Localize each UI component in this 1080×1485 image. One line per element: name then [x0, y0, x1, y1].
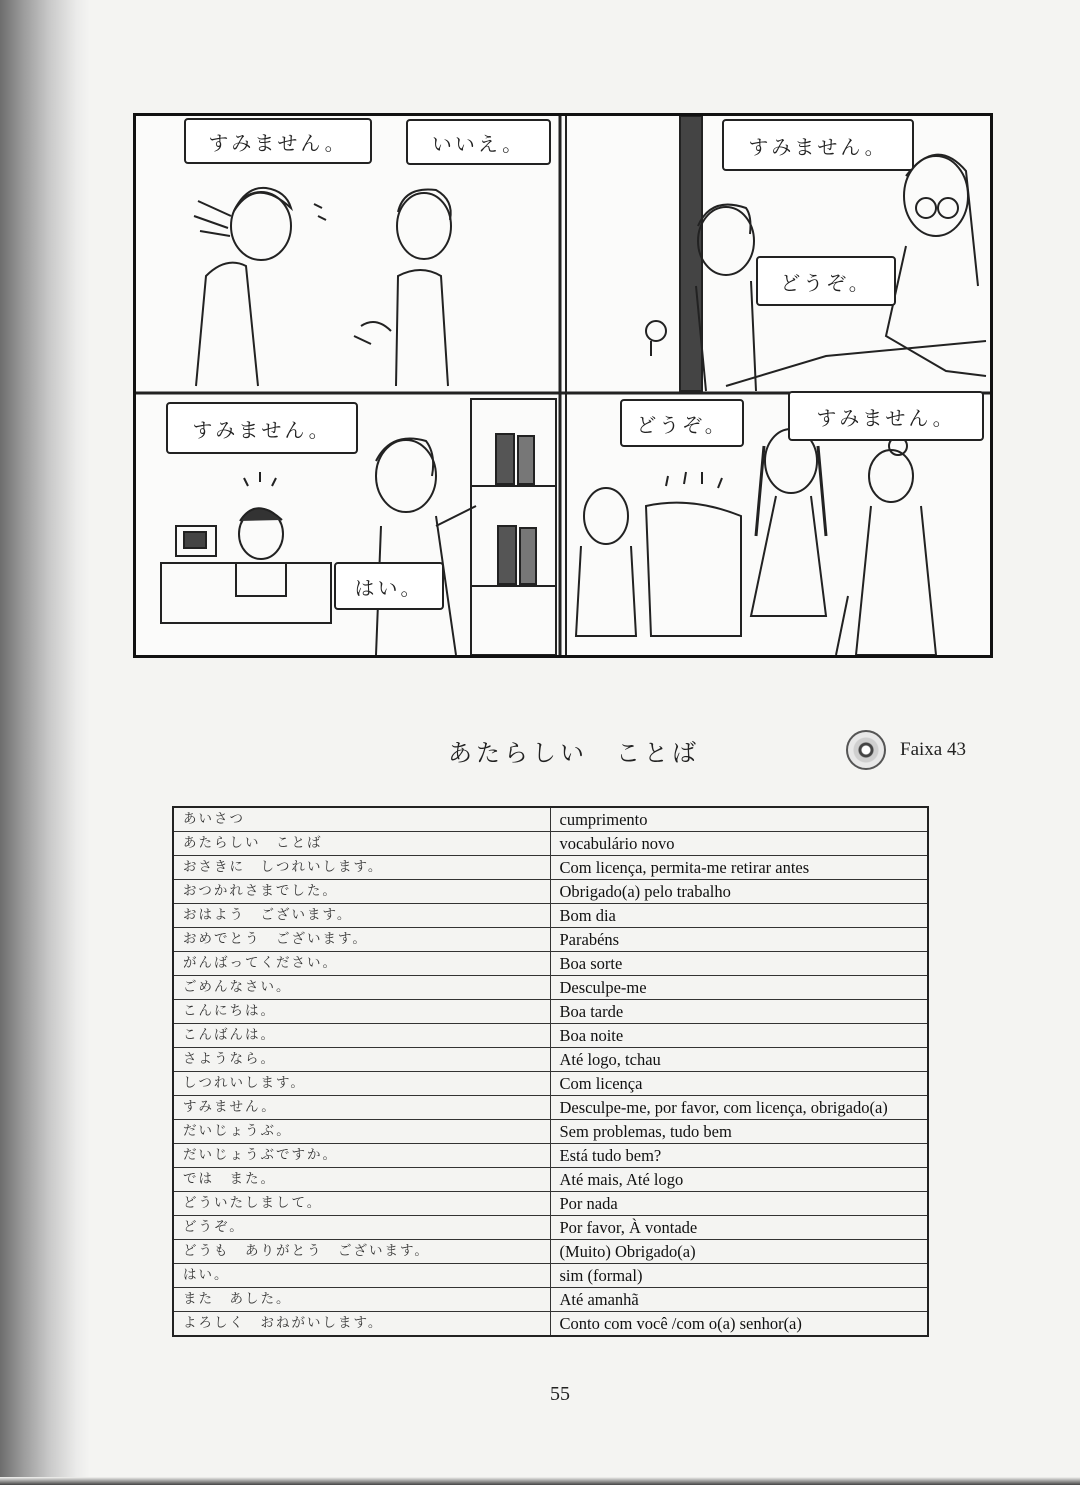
japanese-term: しつれいします。	[173, 1072, 550, 1096]
portuguese-meaning: sim (formal)	[550, 1264, 928, 1288]
page-bottom-edge	[0, 1477, 1080, 1485]
vocabulary-row	[173, 928, 928, 952]
japanese-term: どうぞ。	[173, 1216, 550, 1240]
portuguese-meaning: cumprimento	[550, 807, 928, 832]
portuguese-meaning: Parabéns	[550, 928, 928, 952]
japanese-term: あたらしい ことば	[173, 832, 550, 856]
japanese-term: すみません。	[173, 1096, 550, 1120]
vocabulary-row	[173, 952, 928, 976]
vocabulary-row	[173, 1144, 928, 1168]
vocabulary-row	[173, 1216, 928, 1240]
comic-illustration	[136, 116, 990, 655]
portuguese-meaning: (Muito) Obrigado(a)	[550, 1240, 928, 1264]
panel-1-figures	[194, 188, 451, 386]
vocabulary-row	[173, 856, 928, 880]
japanese-term: あいさつ	[173, 807, 550, 832]
japanese-term: さようなら。	[173, 1048, 550, 1072]
vocabulary-row	[173, 904, 928, 928]
panel-4-figures	[576, 429, 936, 655]
japanese-term: どうも ありがとう ございます。	[173, 1240, 550, 1264]
vocabulary-row	[173, 1096, 928, 1120]
vocabulary-row	[173, 1312, 928, 1337]
comic-panels	[133, 113, 993, 658]
japanese-term: おさきに しつれいします。	[173, 856, 550, 880]
portuguese-meaning: Até logo, tchau	[550, 1048, 928, 1072]
japanese-term: また あした。	[173, 1288, 550, 1312]
speech-bubble: すみません。	[788, 391, 984, 441]
portuguese-meaning: Desculpe-me, por favor, com licença, obrigado(a)	[550, 1096, 928, 1120]
japanese-term: ごめんなさい。	[173, 976, 550, 1000]
vocabulary-row	[173, 1120, 928, 1144]
japanese-term: がんばってください。	[173, 952, 550, 976]
japanese-term: だいじょうぶ。	[173, 1120, 550, 1144]
japanese-term: よろしく おねがいします。	[173, 1312, 550, 1337]
speech-bubble: すみません。	[722, 119, 914, 171]
portuguese-meaning: Boa noite	[550, 1024, 928, 1048]
vocabulary-row	[173, 1048, 928, 1072]
portuguese-meaning: Bom dia	[550, 904, 928, 928]
portuguese-meaning: Sem problemas, tudo bem	[550, 1120, 928, 1144]
vocabulary-row	[173, 1288, 928, 1312]
portuguese-meaning: Até amanhã	[550, 1288, 928, 1312]
speech-bubble: いいえ。	[406, 119, 551, 165]
portuguese-meaning: Com licença	[550, 1072, 928, 1096]
portuguese-meaning: Boa sorte	[550, 952, 928, 976]
vocabulary-row	[173, 1192, 928, 1216]
portuguese-meaning: Por favor, À vontade	[550, 1216, 928, 1240]
portuguese-meaning: Por nada	[550, 1192, 928, 1216]
book-gutter-shadow	[0, 0, 90, 1485]
portuguese-meaning: vocabulário novo	[550, 832, 928, 856]
japanese-term: こんばんは。	[173, 1024, 550, 1048]
japanese-term: では また。	[173, 1168, 550, 1192]
portuguese-meaning: Desculpe-me	[550, 976, 928, 1000]
portuguese-meaning: Conto com você /com o(a) senhor(a)	[550, 1312, 928, 1337]
vocabulary-row	[173, 1000, 928, 1024]
portuguese-meaning: Obrigado(a) pelo trabalho	[550, 880, 928, 904]
japanese-term: はい。	[173, 1264, 550, 1288]
page-number: 55	[550, 1383, 570, 1405]
audio-track	[846, 730, 966, 770]
speech-bubble: どうぞ。	[620, 399, 744, 447]
vocabulary-row	[173, 976, 928, 1000]
vocabulary-row	[173, 1240, 928, 1264]
vocabulary-row	[173, 1024, 928, 1048]
portuguese-meaning: Boa tarde	[550, 1000, 928, 1024]
cd-icon	[846, 730, 886, 770]
vocabulary-row	[173, 807, 928, 832]
vocabulary-heading: あたらしい ことば	[448, 739, 700, 767]
japanese-term: こんにちは。	[173, 1000, 550, 1024]
vocabulary-row	[173, 880, 928, 904]
speech-bubble: すみません。	[184, 118, 372, 164]
vocabulary-row	[173, 1072, 928, 1096]
portuguese-meaning: Com licença, permita-me retirar antes	[550, 856, 928, 880]
japanese-term: だいじょうぶですか。	[173, 1144, 550, 1168]
portuguese-meaning: Até mais, Até logo	[550, 1168, 928, 1192]
vocabulary-row	[173, 1168, 928, 1192]
speech-bubble: はい。	[334, 562, 444, 610]
japanese-term: おめでとう ございます。	[173, 928, 550, 952]
japanese-term: おはよう ございます。	[173, 904, 550, 928]
portuguese-meaning: Está tudo bem?	[550, 1144, 928, 1168]
japanese-term: どういたしまして。	[173, 1192, 550, 1216]
vocabulary-row	[173, 1264, 928, 1288]
japanese-term: おつかれさまでした。	[173, 880, 550, 904]
vocabulary-row	[173, 832, 928, 856]
speech-bubble: すみません。	[166, 402, 358, 454]
speech-bubble: どうぞ。	[756, 256, 896, 306]
vocabulary-table	[172, 806, 929, 1337]
track-label: Faixa 43	[900, 739, 966, 760]
